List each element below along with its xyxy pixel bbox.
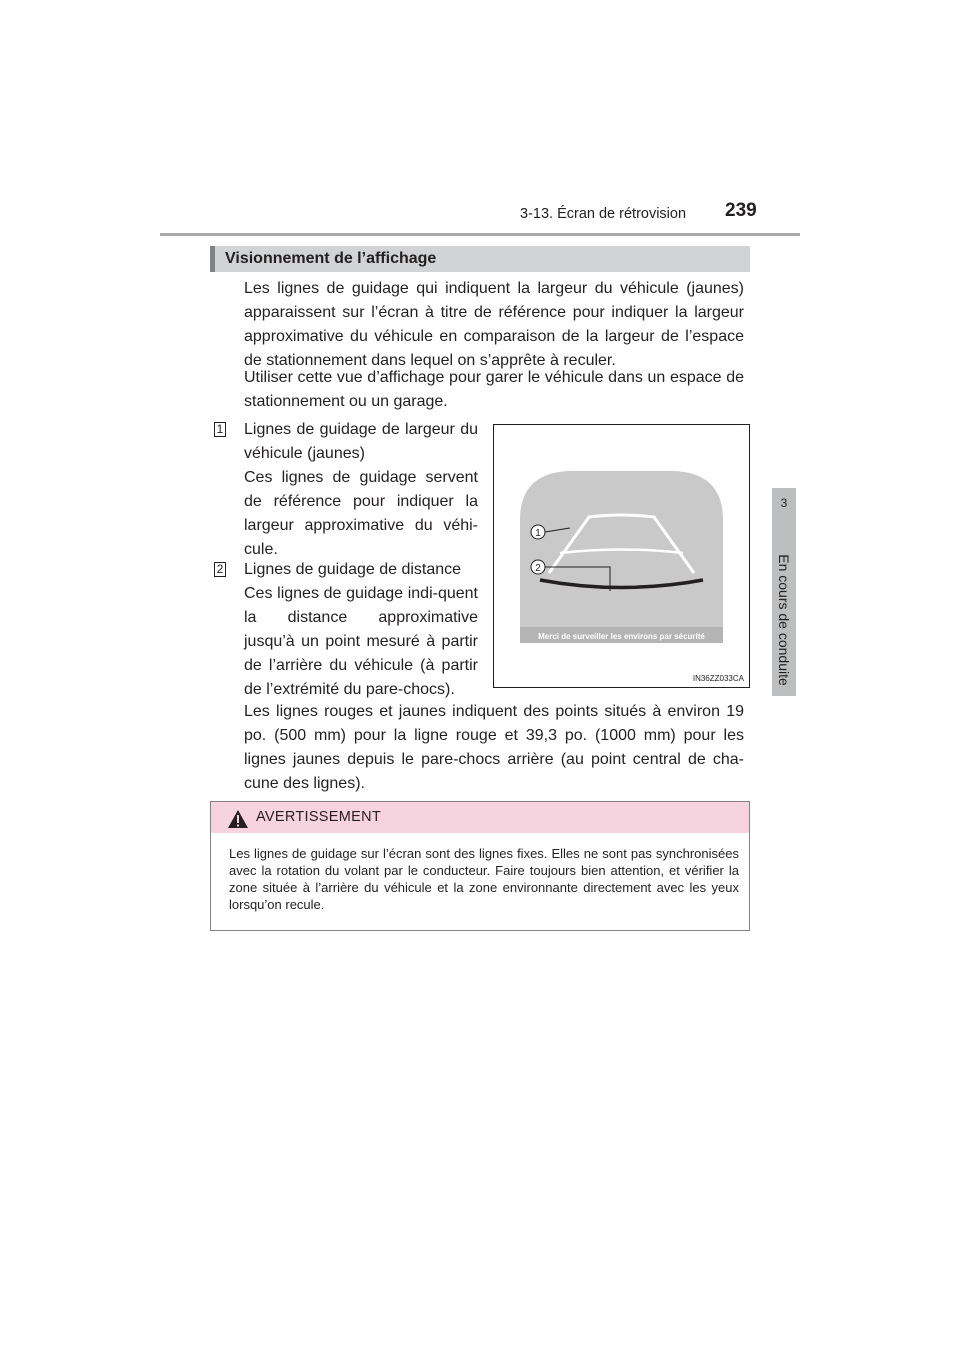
item-number-2: 2 xyxy=(214,562,226,577)
item-title-2: Lignes de guidage de distance xyxy=(244,561,462,578)
chapter-tab-label: En cours de conduite xyxy=(776,554,792,686)
callout-label-2: 2 xyxy=(535,563,541,574)
callout-label-1: 1 xyxy=(535,528,541,539)
section-title: Visionnement de l’affichage xyxy=(210,246,750,272)
page-number: 239 xyxy=(725,200,757,221)
warning-box xyxy=(210,801,750,931)
item-number-1: 1 xyxy=(214,422,226,437)
item-description-2: Ces lignes de guidage indi-quent la distance approximative jusqu’à un point mesuré à partir de l’arrière du véhicule (à partir de l’extrémité du pare-chocs). xyxy=(244,585,478,698)
figure-code: IN36ZZ033CA xyxy=(692,674,744,683)
running-header-section: 3-13. Écran de rétrovision xyxy=(520,206,687,222)
item-description-1: Ces lignes de guidage servent de référence pour indiquer la largeur approximative du véhi-cule. xyxy=(244,469,478,558)
header-rule xyxy=(160,233,800,236)
item-title-1: Lignes de guidage de largeur du véhicule (jaunes) xyxy=(244,421,478,462)
rear-view-figure xyxy=(493,424,750,688)
paragraph-distance-note: Les lignes rouges et jaunes indiquent des points situés à environ 19 po. (500 mm) pour la ligne rouge et 39,3 po. (1000 mm) pour les lignes jaunes depuis le pare-chocs arrière (au point central de cha-cune des lignes). xyxy=(244,703,744,792)
camera-view-area xyxy=(520,471,723,640)
screen-message: Merci de surveiller les environs par sécurité xyxy=(538,632,705,641)
warning-triangle-icon xyxy=(227,809,249,834)
paragraph-intro: Les lignes de guidage qui indiquent la largeur du véhicule (jaunes) apparaissent sur l’écran à titre de référence pour indiquer la largeur approximative du véhicule en comparaison de la largeur de l’espace de stationnement dans lequel on s’apprête à reculer. xyxy=(244,280,744,369)
paragraph-usage: Utiliser cette vue d’affichage pour garer le véhicule dans un espace de stationnement ou un garage. xyxy=(244,369,744,410)
rear-view-screen-illustration xyxy=(494,425,749,687)
warning-label: AVERTISSEMENT xyxy=(256,809,382,825)
warning-text: Les lignes de guidage sur l’écran sont des lignes fixes. Elles ne sont pas synchronisées avec la rotation du volant par le conducteur. Faire toujours bien attention, et vérifier la zone située à l’arrière du véhicule et la zone environnante directement avec les yeux lorsqu’on recule. xyxy=(229,846,739,912)
chapter-tab-number: 3 xyxy=(780,496,788,510)
